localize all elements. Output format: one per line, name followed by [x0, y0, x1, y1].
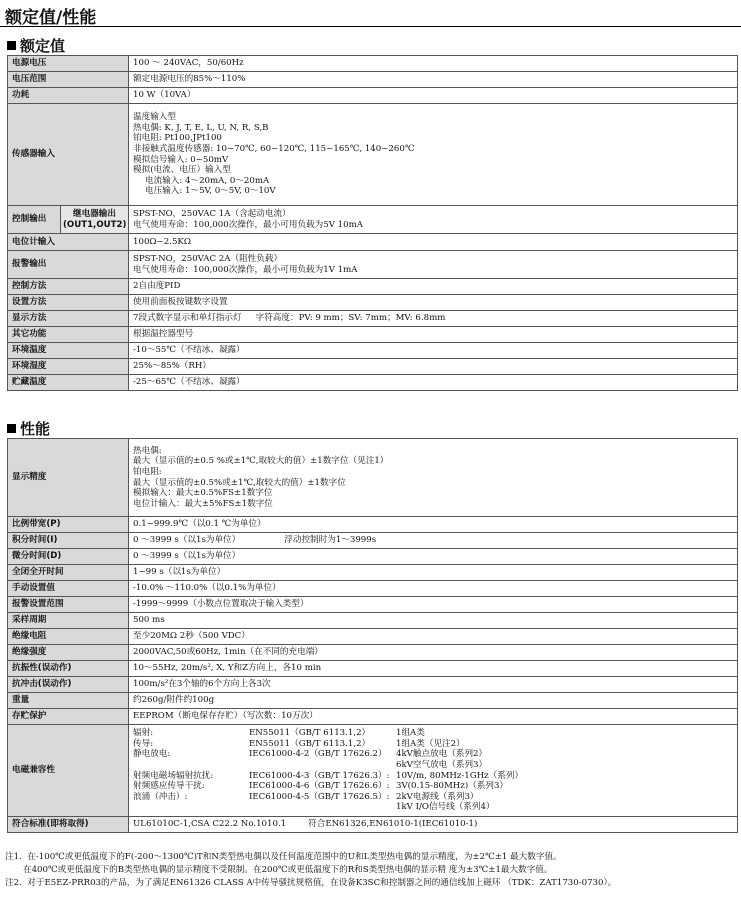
table-row — [8, 359, 738, 375]
row-label: 符合标准(即将取得) — [8, 817, 129, 833]
table-row — [8, 725, 738, 817]
row-label: 重量 — [8, 693, 129, 709]
value-line: 电气使用寿命：100,000次操作，最小可用负载为5V 10mA — [133, 219, 363, 230]
table-row — [8, 375, 738, 391]
row-label: 比例带宽(P) — [8, 517, 129, 533]
row-label: 功耗 — [8, 88, 129, 104]
row-value: 至少20MΩ 2秒（500 VDC） — [129, 629, 738, 645]
table-row — [8, 613, 738, 629]
value-line: 模拟(电流、电压）输入型 — [133, 165, 231, 176]
value-line: 电位计输入：最大±5%FS±1数字位 — [133, 498, 273, 509]
emc-level: 1kV I/O信号线（系列4） — [396, 802, 495, 813]
row-label: 贮藏温度 — [8, 375, 129, 391]
row-label: 控制输出 — [8, 206, 61, 234]
value-extra-text: 字符高度：PV: 9 mm；SV: 7mm；MV: 6.8mm — [255, 313, 446, 324]
value-line: 电压输入: 1～5V, 0～5V, 0～10V — [145, 186, 276, 197]
row-value: 100 ～ 240VAC，50/60Hz — [129, 56, 738, 72]
row-label: 全闭全开时间 — [8, 565, 129, 581]
table-row — [8, 581, 738, 597]
row-label: 环境湿度 — [8, 359, 129, 375]
performance-table — [7, 438, 738, 833]
table-row — [8, 206, 738, 234]
performance-title-text: 性能 — [20, 420, 51, 438]
row-label: 抗冲击(误动作) — [8, 677, 129, 693]
row-value — [129, 251, 738, 279]
row-label: 积分时间(I) — [8, 533, 129, 549]
footnote-text: 在-100℃或更低温度下的F(-200～1300℃)T和N类型热电偶以及任何温度范围中的U和L类型热电偶的显示精度，为±2℃±1 最大数字值。 — [27, 852, 562, 862]
emc-item: 辐射: — [133, 728, 154, 739]
value-line: 电流输入: 4～20mA, 0～20mA — [145, 175, 270, 186]
emc-standard: IEC61000-4-5（GB/T 17626.5）: — [249, 791, 390, 802]
row-value: -10.0% ～110.0%（以0.1%为单位） — [129, 581, 738, 597]
emc-standard: IEC61000-4-2（GB/T 17626.2） — [249, 749, 387, 760]
ratings-section-title — [7, 35, 65, 56]
footnote-mark: 注1. — [5, 852, 22, 862]
footnote — [5, 851, 616, 864]
table-row — [8, 295, 738, 311]
table-row — [8, 88, 738, 104]
table-row — [8, 311, 738, 327]
row-value — [129, 439, 738, 517]
row-label: 报警设置范围 — [8, 597, 129, 613]
square-bullet-icon — [7, 41, 16, 50]
table-row — [8, 597, 738, 613]
footnotes — [5, 851, 616, 890]
value-text: 7段式数字显示和单灯指示灯 — [133, 313, 242, 324]
row-value: 25%～85%（RH） — [129, 359, 738, 375]
row-label: 电源电压 — [8, 56, 129, 72]
row-value: 1~99 s（以1s为单位） — [129, 565, 738, 581]
row-label: 绝缘强度 — [8, 645, 129, 661]
emc-standard — [249, 802, 396, 813]
row-label: 抗振性(误动作) — [8, 661, 129, 677]
emc-level: 1组A类（见注2） — [396, 738, 465, 749]
value-line: 最大（显示值的±0.5%或±1℃,取较大的值）±1数字位 — [133, 477, 346, 488]
table-row — [8, 533, 738, 549]
row-value: 0.1~999.9℃（以0.1 ℃为单位） — [129, 517, 738, 533]
row-label: 显示方法 — [8, 311, 129, 327]
table-row — [8, 56, 738, 72]
row-value: 10～55Hz, 20m/s², X, Y和Z方向上，各10 min — [129, 661, 738, 677]
row-value: 2自由度PID — [129, 279, 738, 295]
row-value — [129, 817, 738, 833]
footnote — [5, 877, 616, 890]
table-row — [8, 104, 738, 206]
row-label: 传感器输入 — [8, 104, 129, 206]
row-label: 其它功能 — [8, 327, 129, 343]
row-value — [129, 725, 738, 817]
row-value — [129, 104, 738, 206]
emc-item — [133, 760, 249, 771]
row-value: 额定电源电压的85%～110% — [129, 72, 738, 88]
emc-item: 传导: — [133, 738, 154, 749]
table-row — [8, 629, 738, 645]
value-line: 热电偶: — [133, 445, 162, 456]
value-line: 最大（显示值的±0.5 %或±1℃,取较大的值）±1数字位（见注1） — [133, 456, 389, 467]
row-sub-label: 继电器输出(OUT1,OUT2) — [61, 206, 129, 234]
value-line: 模拟输入：最大±0.5%FS±1数字位 — [133, 488, 273, 499]
emc-level: 4kV触点放电（系列2） — [396, 749, 488, 760]
table-row — [8, 327, 738, 343]
value-line: 铂电阻: Pt100,JPt100 — [133, 133, 222, 144]
value-line: SPST-NO，250VAC 2A（阻性负载） — [133, 253, 283, 264]
table-row — [8, 661, 738, 677]
value-line: 温度输入型 — [133, 112, 176, 123]
footnote-text: 对于E5EZ-PRR03的产品，为了满足EN61326 CLASS A中传导骚扰规格值，在设备K3SC和控制器之间的通信线加上磁环 （TDK：ZAT1730-0730）。 — [27, 878, 617, 888]
row-label: 控制方法 — [8, 279, 129, 295]
table-row — [8, 693, 738, 709]
row-label: 设置方法 — [8, 295, 129, 311]
row-value: 100Ω~2.5KΩ — [129, 234, 738, 251]
table-row — [8, 517, 738, 533]
row-label: 采样周期 — [8, 613, 129, 629]
table-row — [8, 549, 738, 565]
row-label: 微分时间(D) — [8, 549, 129, 565]
table-row — [8, 677, 738, 693]
row-value: 500 ms — [129, 613, 738, 629]
value-line: 非接触式温度传感器: 10~70℃, 60~120℃, 115~165℃, 140~260℃ — [133, 143, 415, 154]
row-value: -25～65℃（不结冰、凝露） — [129, 375, 738, 391]
row-label: 存贮保护 — [8, 709, 129, 725]
emc-standard: IEC61000-4-6（GB/T 17626.6）: — [249, 781, 390, 792]
square-bullet-icon — [7, 424, 16, 433]
table-row — [8, 279, 738, 295]
row-value: 2000VAC,50或60Hz, 1min（在不同的充电端） — [129, 645, 738, 661]
emc-item: 静电放电: — [133, 749, 171, 760]
ratings-table — [7, 55, 738, 391]
value-extra-text: 符合EN61326,EN61010-1(IEC61010-1) — [308, 819, 478, 830]
value-text: UL61010C-1,CSA C22.2 No.1010.1 — [133, 819, 287, 830]
footnote-mark: 注2. — [5, 878, 22, 888]
emc-item: 射频感应传导干扰: — [133, 781, 205, 792]
value-line: 热电偶: K, J, T, E, L, U, N, R, S,B — [133, 122, 269, 133]
table-row — [8, 251, 738, 279]
emc-level: 10V/m, 80MHz-1GHz（系列） — [396, 770, 524, 781]
emc-standard: EN55011（GB/T 6113.1,2） — [249, 738, 371, 749]
row-value: 0 ～3999 s（以1s为单位） — [129, 549, 738, 565]
row-value: 使用前面板按键数字设置 — [129, 295, 738, 311]
footnote-continuation — [5, 864, 616, 877]
emc-level: 1组A类 — [396, 728, 425, 739]
table-row — [8, 565, 738, 581]
row-value — [129, 206, 738, 234]
emc-level: 3V(0.15-80MHz)（系列3） — [396, 781, 509, 792]
table-row — [8, 709, 738, 725]
row-value: -1999～9999（小数点位置取决于输入类型） — [129, 597, 738, 613]
row-value: 100m/s²在3个轴的6个方向上各3次 — [129, 677, 738, 693]
row-value — [129, 311, 738, 327]
row-value: EEPROM（断电保存存贮）（写次数：10万次） — [129, 709, 738, 725]
row-label: 手动设置值 — [8, 581, 129, 597]
row-label: 绝缘电阻 — [8, 629, 129, 645]
row-value: -10～55℃（不结冰、凝露） — [129, 343, 738, 359]
value-extra-text: 浮动控制时为1～3999s — [284, 535, 377, 546]
value-line: 电气使用寿命：100,000次操作，最小可用负载为1V 1mA — [133, 264, 358, 275]
value-line: 铂电阻: — [133, 466, 162, 477]
table-row — [8, 72, 738, 88]
row-label: 电位计输入 — [8, 234, 129, 251]
table-row — [8, 234, 738, 251]
row-label: 电磁兼容性 — [8, 725, 129, 817]
emc-item: 射频电磁场辐射抗扰: — [133, 770, 214, 781]
ratings-title-text: 额定值 — [20, 37, 66, 55]
emc-item: 浪涌（冲击）: — [133, 791, 188, 802]
emc-level: 6kV空气放电（系列3） — [396, 759, 488, 770]
value-line: 模拟信号输入: 0~50mV — [133, 154, 229, 165]
footnote-text: 在400℃或更低温度下的B类型热电偶的显示精度不受限制。在200℃或更低温度下的R和S类型热电偶的显示精 度为±3℃±1最大数字值。 — [23, 865, 553, 875]
row-label: 显示精度 — [8, 439, 129, 517]
emc-standard: IEC61000-4-3（GB/T 17626.3）: — [249, 770, 390, 781]
page-title: 额定值/性能 — [5, 8, 97, 28]
value-text: 0 ～3999 s（以1s为单位） — [133, 535, 241, 546]
row-value: 约260g/附件约100g — [129, 693, 738, 709]
row-label: 环境温度 — [8, 343, 129, 359]
table-row — [8, 343, 738, 359]
row-value — [129, 533, 738, 549]
emc-grid — [133, 728, 733, 813]
row-value: 根据温控器型号 — [129, 327, 738, 343]
row-label: 电压范围 — [8, 72, 129, 88]
table-row — [8, 439, 738, 517]
emc-standard — [249, 760, 396, 771]
emc-standard: EN55011（GB/T 6113.1,2） — [249, 728, 371, 739]
table-row — [8, 645, 738, 661]
emc-level: 2kV电源线（系列3） — [396, 791, 479, 802]
row-label: 报警输出 — [8, 251, 129, 279]
value-line: SPST-NO，250VAC 1A（含起动电流） — [133, 208, 291, 219]
row-value: 10 W（10VA） — [129, 88, 738, 104]
performance-section-title — [7, 418, 50, 439]
table-row — [8, 817, 738, 833]
emc-item — [133, 802, 249, 813]
title-divider — [0, 26, 741, 27]
